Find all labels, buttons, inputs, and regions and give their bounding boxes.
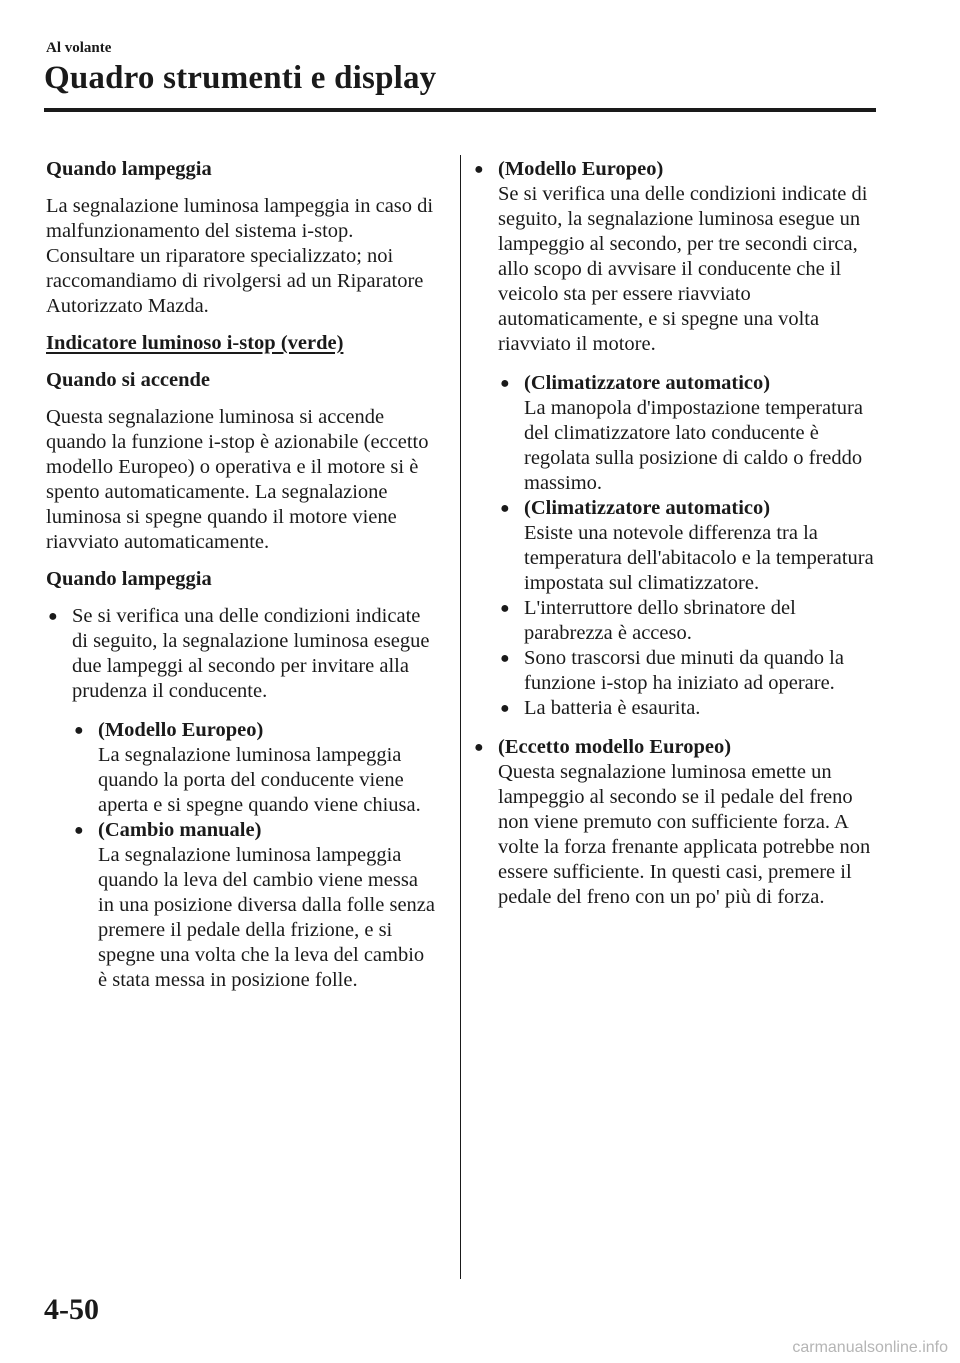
sub-item-text: Sono trascorsi due minuti da quando la funzione i-stop ha iniziato ad operare. [524,647,844,694]
list-item-label: (Modello Europeo) [498,158,664,180]
list-item-text: Se si verifica una delle condizioni indicate di seguito, la segnalazione luminosa esegue due lampeggi al secondo per invitare alla prudenza il conducente. [72,605,430,702]
sub-list-item [498,496,888,596]
sub-list-item [498,596,888,646]
list-item-text: Se si verifica una delle condizioni indicate di seguito, la segnalazione luminosa esegue un lampeggio al secondo, per tre secondi circa, allo scopo di avvisare il conducente che il veicolo sta per essere riavviato automaticamente, e si spegne una volta riavviato il motore. [498,183,868,355]
column-divider [460,155,461,1279]
list-item-label: (Eccetto modello Europeo) [498,736,732,758]
bullet-icon: ● [500,650,510,667]
heading-when-on: Quando si accende [46,369,211,391]
list-item [472,157,888,721]
heading-when-flashing: Quando lampeggia [46,158,212,180]
page-title: Quadro strumenti e display [44,60,437,96]
sub-list-item [72,818,438,993]
sub-item-text: Esiste una notevole differenza tra la temperatura dell'abitacolo e la temperatura impostata sul climatizzatore. [524,522,874,594]
right-column [474,157,888,924]
sub-list-item [72,718,438,818]
bullet-icon: ● [74,822,84,839]
title-rule [44,108,876,112]
sub-item-text: La segnalazione luminosa lampeggia quando la leva del cambio viene messa in una posizione diversa dalla folle senza premere il pedale della frizione, e si spegne una volta che la leva del cambio è stata messa in posizione folle. [98,844,435,991]
sub-list-item [498,646,888,696]
heading-when-flashing-2: Quando lampeggia [46,568,212,590]
bullet-icon: ● [500,375,510,392]
paragraph-when-on: Questa segnalazione luminosa si accende quando la funzione i-stop è azionabile (eccetto modello Europeo) o operativa e il motore si è spento automaticamente. La segnalazione luminosa si spegne quando il motore viene riavviato automaticamente. [46,406,429,553]
bullet-icon: ● [500,700,510,717]
left-column [46,157,438,1007]
sub-item-label: (Cambio manuale) [98,819,262,841]
section-label: Al volante [46,40,112,56]
sub-list-item [498,371,888,496]
list-item [472,735,888,910]
bullet-icon: ● [474,161,484,178]
bullet-icon: ● [48,608,58,625]
page-number: 4-50 [44,1293,99,1326]
list-item-text: Questa segnalazione luminosa emette un lampeggio al secondo se il pedale del freno non viene premuto con sufficiente forza. A volte la forza frenante applicata potrebbe non essere sufficiente. In questi casi, premere il pedale del freno con un po' più di forza. [498,761,871,908]
watermark: carmanualsonline.info [792,1339,948,1356]
sub-item-text: L'interruttore dello sbrinatore del parabrezza è acceso. [524,597,796,644]
sub-item-text: La batteria è esaurita. [524,697,701,719]
bullet-icon: ● [500,500,510,517]
sub-item-label: (Modello Europeo) [98,719,264,741]
bullet-icon: ● [474,739,484,756]
sub-item-label: (Climatizzatore automatico) [524,372,771,394]
sub-item-text: La manopola d'impostazione temperatura del climatizzatore lato conducente è regolata sulla posizione di caldo o freddo massimo. [524,397,863,494]
paragraph-malfunction: La segnalazione luminosa lampeggia in caso di malfunzionamento del sistema i-stop. Consultare un riparatore specializzato; noi raccomandiamo di rivolgersi ad un Riparatore Autorizzato Mazda. [46,195,434,317]
sub-item-label: (Climatizzatore automatico) [524,497,771,519]
bullet-icon: ● [74,722,84,739]
sub-list-item [498,696,888,721]
bullet-icon: ● [500,600,510,617]
heading-istop-indicator: Indicatore luminoso i-stop (verde) [46,332,344,354]
list-item [46,604,438,993]
sub-item-text: La segnalazione luminosa lampeggia quando la porta del conducente viene aperta e si spegne quando viene chiusa. [98,744,421,816]
